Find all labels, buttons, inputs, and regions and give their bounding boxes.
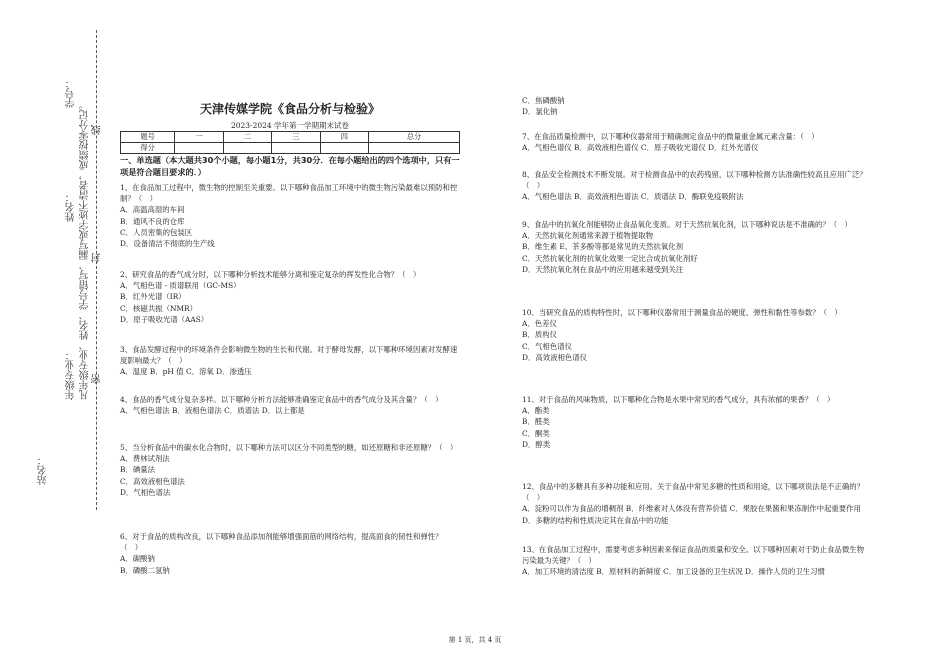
question-option: D．设备清洁不彻底的生产线 [120, 239, 215, 249]
question-option: B．质构仪 [522, 330, 557, 340]
question-option: B．维生素 E、茶多酚等都是常见的天然抗氧化剂 [522, 242, 683, 252]
score-cell: 题号 [121, 132, 175, 143]
score-cell [272, 143, 320, 154]
question-option: A．气相色谱法 B．液相色谱法 C．质谱法 D．以上都是 [120, 406, 305, 416]
binding-margin [0, 0, 110, 672]
exam-subtitle: 2023-2024 学年第一学期期末试卷 [230, 121, 350, 130]
question-stem: 5、当分析食品中的碳水化合物时，以下哪种方法可以区分不同类型的糖，如还原糖和非还原糖？（ ） [120, 443, 458, 452]
score-cell: 得分 [121, 143, 175, 154]
question-option: D．醇类 [522, 439, 551, 449]
question-option: C．人员密集的包装区 [120, 227, 193, 237]
question-option: A．气相色谱仪 B．高效液相色谱仪 C．原子吸收光谱仪 D．红外光谱仪 [522, 143, 759, 153]
score-cell: 四 [320, 132, 368, 143]
score-cell: 二 [223, 132, 271, 143]
question-8 [522, 169, 867, 203]
score-cell [320, 143, 368, 154]
question-option: D．高效液相色谱仪 [522, 352, 588, 362]
question-option: B．磷酸二氢钠 [120, 565, 170, 575]
score-table [120, 131, 460, 154]
question-option: A．酯类 [522, 406, 550, 416]
score-cell [369, 143, 460, 154]
section-heading: 一、单选题（本大题共30个小题，每小题1分，共30分．在每小题给出的四个选项中，只有一项是符合题目要求的．） [120, 155, 460, 177]
question-option: A．天然抗氧化剂通常来源于植物提取物 [522, 231, 653, 241]
question-option: B．红外光谱（IR） [120, 292, 186, 302]
question-2 [120, 269, 460, 325]
question-stem: 13、在食品加工过程中，需要考虑多种因素来保证食品的质量和安全。以下哪种因素对于防止食品微生物污染最为关键？（ ） [522, 545, 864, 566]
binding-dashed-line [96, 30, 97, 510]
question-option: A．费林试剂法 [120, 454, 170, 464]
question-9 [522, 219, 867, 275]
question-option: C．高效液相色谱法 [120, 476, 185, 486]
question-5 [120, 442, 460, 498]
question-option: A．气相色谱 - 质谱联用（GC-MS） [120, 281, 241, 291]
question-stem: 9、食品中的抗氧化剂能够防止食品氧化变质。对于天然抗氧化剂，以下哪种说法是不准确的？（ ） [522, 220, 852, 229]
question-stem: 3、食品发酵过程中的环境条件会影响微生物的生长和代谢。对于酵母发酵，以下哪种环境因素对发酵速度影响最大？（ ） [120, 345, 458, 366]
question-option: A．气相色谱法 B．高效液相色谱法 C．质谱法 D．酶联免疫吸附法 [522, 192, 744, 202]
question-1 [120, 182, 460, 249]
question-option: B．通风不良的仓库 [120, 216, 185, 226]
binding-name-label: 姓名： [66, 192, 77, 222]
question-6-continued [522, 95, 867, 117]
question-13 [522, 544, 867, 578]
question-option: C．天然抗氧化剂的抗氧化效果一定比合成抗氧化剂好 [522, 253, 698, 263]
question-option: D．天然抗氧化剂在食品中的应用越来越受到关注 [522, 264, 684, 274]
binding-major-label: 年级专业： [66, 350, 77, 400]
question-3 [120, 344, 460, 378]
question-12 [522, 481, 867, 526]
question-option: A．加工环境的清洁度 B．原材料的新鲜度 C．加工设备的卫生状况 D．操作人员的卫生习惯 [522, 567, 825, 577]
question-option: A．淀粉可以作为食品的增稠剂 B．纤维素对人体没有营养价值 C．果胶在果酱和果冻制作中起重要作用 D．多糖的结构和性质决定其在食品中的功能 [522, 504, 861, 525]
seal-xian: 线 [92, 125, 103, 135]
score-cell [223, 143, 271, 154]
seal-mi: 密 [92, 374, 103, 384]
score-cell: 总分 [369, 132, 460, 143]
question-option: C．气相色谱仪 [522, 341, 572, 351]
score-cell [175, 143, 223, 154]
question-stem: 10、当研究食品的质构特性时，以下哪种仪器常用于测量食品的硬度、弹性和黏性等参数？（ ） [522, 308, 842, 317]
question-option: C．酮类 [522, 428, 550, 438]
question-option: A．高温高湿的车间 [120, 205, 185, 215]
question-7 [522, 131, 867, 153]
question-option: A．色差仪 [522, 319, 557, 329]
question-option: B．醛类 [522, 417, 550, 427]
page-footer: 第 1 页，共 4 页 [448, 636, 502, 644]
binding-station-label: 站名： [38, 455, 49, 485]
question-stem: 2、研究食品的香气成分时，以下哪种分析技术能够分离和鉴定复杂的挥发性化合物？（ ） [120, 270, 421, 279]
question-stem: 7、在食品质量检测中，以下哪种仪器常用于精确测定食品中的微量重金属元素含量：（ ） [522, 132, 819, 141]
question-option: A．碳酸钠 [120, 554, 155, 564]
question-stem: 11、对于食品的风味物质，以下哪种化合物是水果中常见的香气成分，具有浓郁的果香？（ ） [522, 395, 835, 404]
question-stem: 8、食品安全检测技术不断发展。对于检测食品中的农药残留，以下哪种检测方法准确性较高且应用广泛？（ ） [522, 170, 867, 191]
binding-warning-text: 凡年级专业、姓名、学号错写、漏写或字迹不清者，成绩按零分记。 [80, 100, 91, 400]
question-stem: 4、食品的香气成分复杂多样。以下哪种分析方法能够准确鉴定食品中的香气成分及其含量？（ ） [120, 395, 443, 404]
question-option: C．核磁共振（NMR） [120, 303, 197, 313]
question-stem: 12、食品中的多糖具有多种功能和应用。关于食品中常见多糖的性质和用途，以下哪项说法是不正确的？（ ） [522, 482, 864, 503]
score-cell: 三 [272, 132, 320, 143]
binding-student-id-label: 学号： [66, 78, 77, 108]
score-table-header-row [121, 132, 460, 143]
question-option: B．碘量法 [120, 465, 155, 475]
question-stem: 1、在食品加工过程中，微生物的控制至关重要。以下哪种食品加工环境中的微生物污染最难以预防和控制？（ ） [120, 183, 458, 204]
question-option: A．温度 B．pH 值 C．溶氧 D．渗透压 [120, 367, 252, 377]
score-cell: 一 [175, 132, 223, 143]
question-11 [522, 394, 867, 450]
question-6 [120, 531, 460, 576]
question-stem: 6、对于食品的质构改良，以下哪种食品添加剂能够增强面筋的网络结构，提高面食的韧性和弹性？（ ） [120, 532, 443, 553]
question-option: D．氯化钠 [522, 107, 558, 117]
question-option: D．气相色谱法 [120, 487, 171, 497]
seal-feng: 封 [92, 253, 103, 263]
question-4 [120, 394, 460, 416]
score-table-score-row [121, 143, 460, 154]
question-option: D．原子吸收光谱（AAS） [120, 314, 209, 324]
question-10 [522, 307, 867, 363]
question-option: C．焦磷酸钠 [522, 96, 565, 105]
exam-title: 天津传媒学院《食品分析与检验》 [199, 102, 380, 116]
